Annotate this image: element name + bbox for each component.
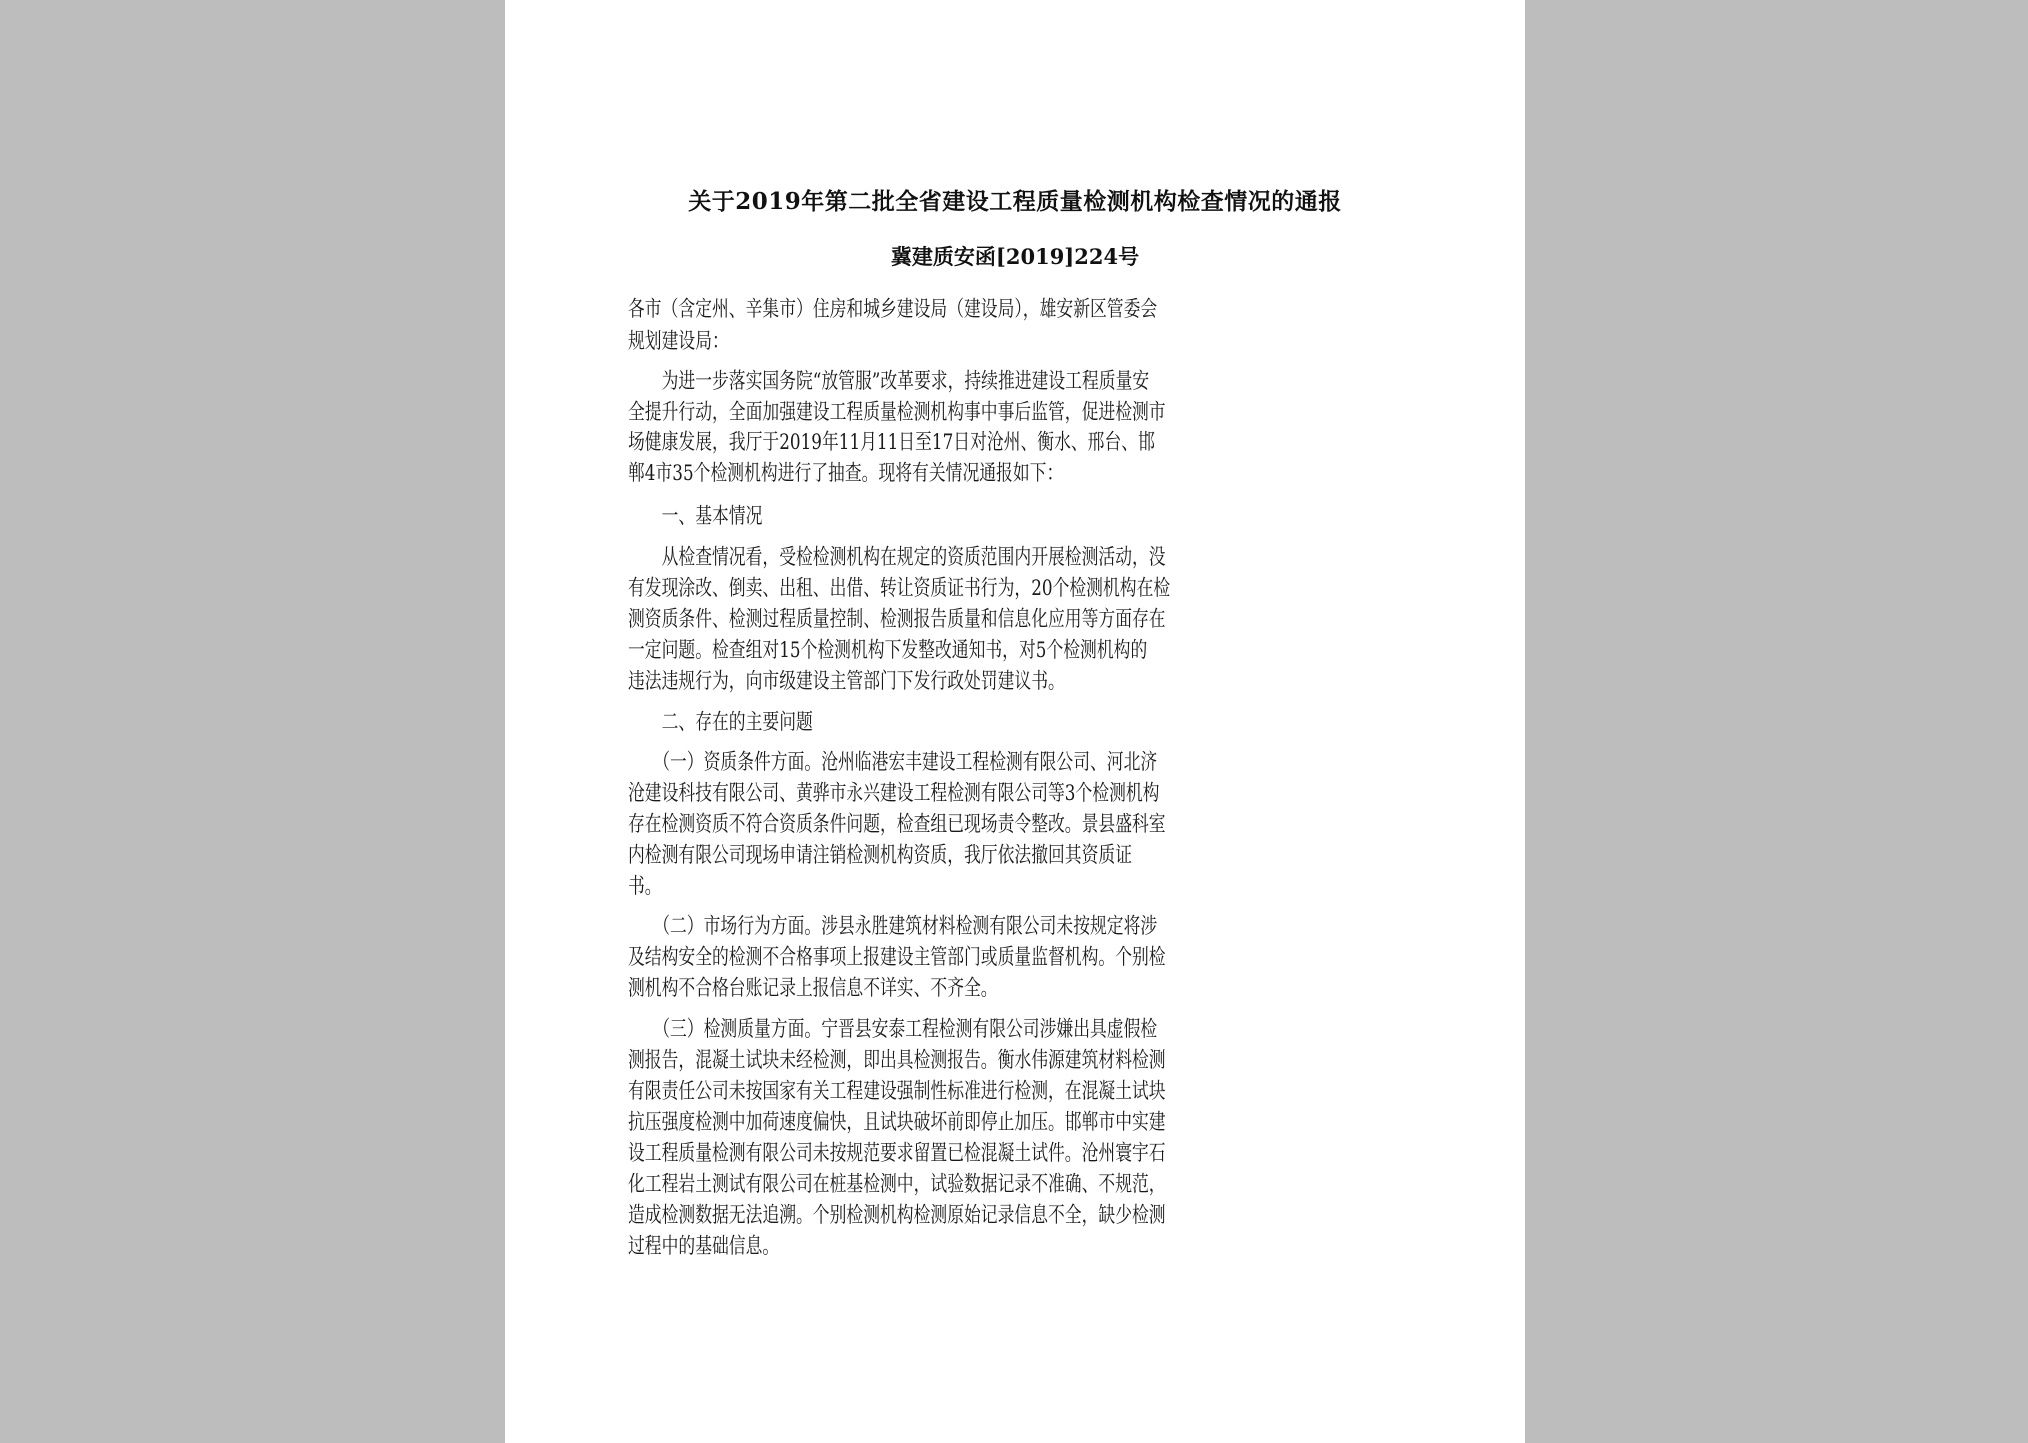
body-line: （一）资质条件方面。沧州临港宏丰建设工程检测有限公司、河北济 bbox=[628, 750, 1158, 775]
body-line: 全提升行动，全面加强建设工程质量检测机构事中事后监管，促进检测市 bbox=[628, 400, 1166, 425]
body-line: 为进一步落实国务院“放管服”改革要求，持续推进建设工程质量安 bbox=[628, 369, 1150, 394]
body-line: 测报告，混凝土试块未经检测，即出具检测报告。衡水伟源建筑材料检测 bbox=[628, 1048, 1166, 1073]
document-title: 关于2019年第二批全省建设工程质量检测机构检查情况的通报 bbox=[688, 188, 1342, 215]
body-line: 郸4市35个检测机构进行了抽查。现将有关情况通报如下： bbox=[628, 461, 1064, 486]
body-line: 测机构不合格台账记录上报信息不详实、不齐全。 bbox=[628, 976, 998, 1001]
body-line: 场健康发展，我厅于2019年11月11日至17日对沧州、衡水、邢台、邯 bbox=[628, 430, 1155, 455]
body-line: 有限责任公司未按国家有关工程建设强制性标准进行检测，在混凝土试块 bbox=[628, 1079, 1166, 1104]
body-line: 过程中的基础信息。 bbox=[628, 1234, 780, 1259]
body-line: 设工程质量检测有限公司未按规范要求留置已检混凝土试件。沧州寰宇石 bbox=[628, 1141, 1166, 1166]
section-heading: 二、存在的主要问题 bbox=[628, 710, 813, 735]
body-line: 内检测有限公司现场申请注销检测机构资质，我厅依法撤回其资质证 bbox=[628, 843, 1132, 868]
body-line: 书。 bbox=[628, 874, 662, 899]
body-line: 有发现涂改、倒卖、出租、出借、转让资质证书行为，20个检测机构在检 bbox=[628, 576, 1171, 601]
body-line: 测资质条件、检测过程质量控制、检测报告质量和信息化应用等方面存在 bbox=[628, 607, 1166, 632]
body-line: （三）检测质量方面。宁晋县安泰工程检测有限公司涉嫌出具虚假检 bbox=[628, 1017, 1158, 1042]
document-number: 冀建质安函[2019]224号 bbox=[890, 244, 1140, 269]
body-line: 一定问题。检查组对15个检测机构下发整改通知书，对5个检测机构的 bbox=[628, 638, 1148, 663]
body-line: 存在检测资质不符合资质条件问题，检查组已现场责令整改。景县盛科室 bbox=[628, 812, 1166, 837]
body-line: 抗压强度检测中加荷速度偏快，且试块破坏前即停止加压。邯郸市中实建 bbox=[628, 1110, 1166, 1135]
body-line: 违法违规行为，向市级建设主管部门下发行政处罚建议书。 bbox=[628, 669, 1065, 694]
body-line: 规划建设局： bbox=[628, 329, 729, 354]
body-line: 及结构安全的检测不合格事项上报建设主管部门或质量监督机构。个别检 bbox=[628, 945, 1166, 970]
body-line: 沧建设科技有限公司、黄骅市永兴建设工程检测有限公司等3个检测机构 bbox=[628, 781, 1160, 806]
document-page bbox=[505, 0, 1525, 1443]
body-line: 从检查情况看，受检检测机构在规定的资质范围内开展检测活动，没 bbox=[628, 545, 1166, 570]
body-line: 造成检测数据无法追溯。个别检测机构检测原始记录信息不全，缺少检测 bbox=[628, 1203, 1166, 1228]
body-line: 各市（含定州、辛集市）住房和城乡建设局（建设局），雄安新区管委会 bbox=[628, 297, 1158, 322]
body-line: （二）市场行为方面。涉县永胜建筑材料检测有限公司未按规定将涉 bbox=[628, 914, 1158, 939]
section-heading: 一、基本情况 bbox=[628, 504, 763, 529]
body-line: 化工程岩土测试有限公司在桩基检测中，试验数据记录不准确、不规范， bbox=[628, 1172, 1166, 1197]
